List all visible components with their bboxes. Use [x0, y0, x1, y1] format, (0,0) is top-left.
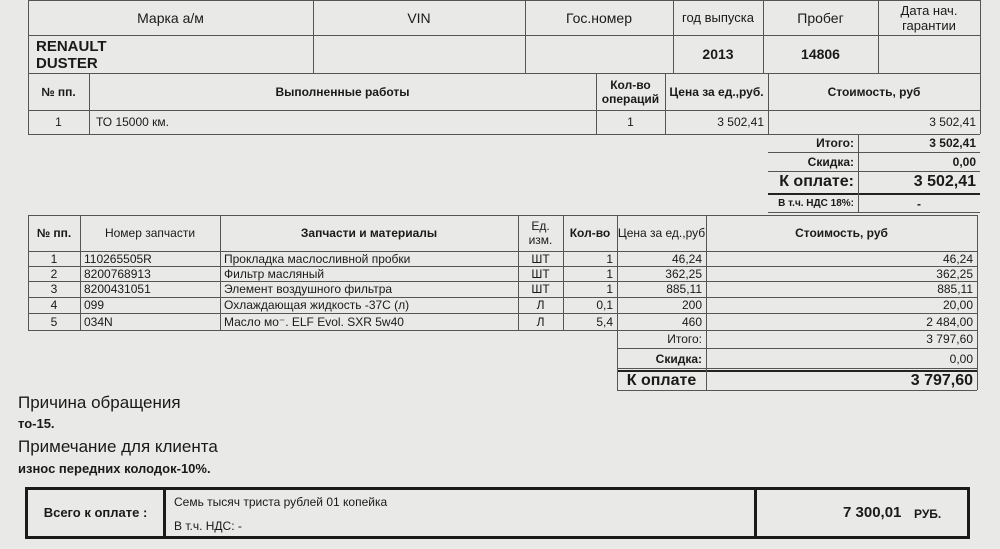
parts-row-price: 460: [681, 314, 702, 329]
parts-cost-header: Стоимость, руб: [795, 226, 888, 240]
parts-row-qty: 5,4: [596, 314, 613, 329]
works-row-cost: 3 502,41: [929, 115, 976, 129]
works-qty-header: Кол-во операций: [601, 77, 660, 106]
parts-row-code: 8200768913: [84, 266, 151, 281]
mileage-header: Пробег: [797, 9, 844, 26]
parts-row-qty: 1: [606, 251, 613, 266]
works-total-label: Итого:: [816, 136, 854, 150]
works-price-header: Цена за ед.,руб.: [669, 84, 764, 99]
parts-row-name: Охлаждающая жидкость -37С (л): [224, 298, 410, 312]
parts-row-num: 5: [50, 314, 58, 329]
grand-total-label: Всего к оплате :: [43, 505, 148, 520]
parts-pay-label: К оплате: [626, 372, 697, 389]
parts-qty-header: Кол-во: [569, 226, 611, 240]
works-row-price: 3 502,41: [717, 115, 764, 129]
year-value: 2013: [702, 46, 734, 62]
works-cost-header: Стоимость, руб: [827, 84, 921, 99]
note-label: Примечание для клиента: [18, 437, 218, 456]
parts-num-header: № пп.: [36, 226, 72, 240]
works-name-header: Выполненные работы: [275, 84, 410, 99]
parts-row-cost: 20,00: [942, 298, 973, 312]
parts-row-num: 1: [50, 251, 58, 266]
parts-row-qty: 1: [606, 282, 613, 296]
parts-row-num: 3: [50, 282, 58, 296]
vin-header: VIN: [407, 9, 431, 26]
works-row-name: ТО 15000 км.: [96, 115, 169, 129]
works-num-header: № пп.: [41, 84, 76, 99]
plate-header: Гос.номер: [565, 9, 633, 26]
brand-value-line1: RENAULT: [36, 38, 107, 55]
parts-row-price: 200: [681, 298, 702, 312]
parts-row-name: Элемент воздушного фильтра: [224, 282, 393, 296]
brand-header: Марка а/м: [137, 9, 204, 26]
parts-row-code: 8200431051: [84, 282, 151, 296]
works-row-qty: 1: [627, 115, 634, 129]
brand-value-line2: DUSTER: [36, 55, 98, 72]
works-discount-value: 0,00: [952, 154, 976, 169]
parts-row-cost: 885,11: [937, 282, 973, 296]
parts-total-value: 3 797,60: [926, 332, 973, 346]
year-header: год выпуска: [682, 9, 754, 25]
parts-row-qty: 0,1: [596, 298, 613, 312]
works-vat-label: В т.ч. НДС 18%:: [778, 197, 854, 209]
grand-total-amount: 7 300,01: [843, 504, 902, 521]
parts-row-num: 4: [50, 298, 58, 312]
works-row-num: 1: [55, 115, 62, 129]
reason-value: то-15.: [18, 416, 55, 431]
note-value: износ передних колодок-10%.: [18, 461, 211, 476]
parts-row-name: Фильтр масляный: [224, 266, 325, 281]
parts-row-code: 110265505R: [84, 251, 152, 266]
parts-name-header: Запчасти и материалы: [300, 226, 438, 240]
parts-row-num: 2: [50, 266, 58, 281]
parts-row-unit: ШТ: [531, 266, 550, 281]
grand-total-currency: РУБ.: [914, 507, 942, 521]
parts-row-unit: Л: [536, 314, 545, 329]
warranty-header: Дата нач. гарантии: [900, 2, 958, 33]
parts-row-price: 885,11: [666, 282, 702, 296]
parts-price-header: Цена за ед.,руб: [617, 226, 706, 240]
works-vat-value: -: [917, 196, 921, 211]
works-pay-label: К оплате:: [779, 173, 854, 190]
parts-row-name: Масло мо⁻. ELF Evol. SXR 5w40: [224, 314, 404, 329]
parts-row-cost: 46,24: [942, 251, 973, 266]
parts-total-label: Итого:: [667, 332, 702, 346]
parts-row-unit: ШТ: [531, 251, 550, 266]
parts-row-cost: 2 484,00: [926, 314, 973, 329]
parts-code-header: Номер запчасти: [104, 226, 196, 240]
parts-row-price: 362,25: [665, 266, 702, 281]
parts-pay-value: 3 797,60: [910, 372, 973, 389]
works-total-value: 3 502,41: [929, 136, 976, 150]
parts-discount-label: Скидка:: [655, 352, 702, 366]
parts-row-price: 46,24: [671, 251, 702, 266]
works-discount-label: Скидка:: [807, 154, 854, 169]
parts-row-name: Прокладка маслосливной пробки: [224, 251, 411, 266]
parts-discount-value: 0,00: [949, 352, 973, 366]
works-pay-value: 3 502,41: [913, 173, 976, 190]
parts-row-qty: 1: [606, 266, 613, 281]
grand-total-words: Семь тысяч триста рублей 01 копейка: [174, 495, 388, 509]
parts-row-unit: Л: [536, 298, 545, 312]
parts-row-cost: 362,25: [936, 266, 973, 281]
grand-total-box: [25, 487, 970, 539]
mileage-value: 14806: [801, 46, 840, 62]
parts-row-unit: ШТ: [531, 282, 550, 296]
parts-unit-header: Ед. изм.: [528, 219, 553, 247]
grand-total-vat: В т.ч. НДС: -: [174, 519, 242, 533]
reason-label: Причина обращения: [18, 393, 181, 412]
parts-row-code: 034N: [84, 314, 113, 329]
parts-row-code: 099: [84, 298, 105, 312]
